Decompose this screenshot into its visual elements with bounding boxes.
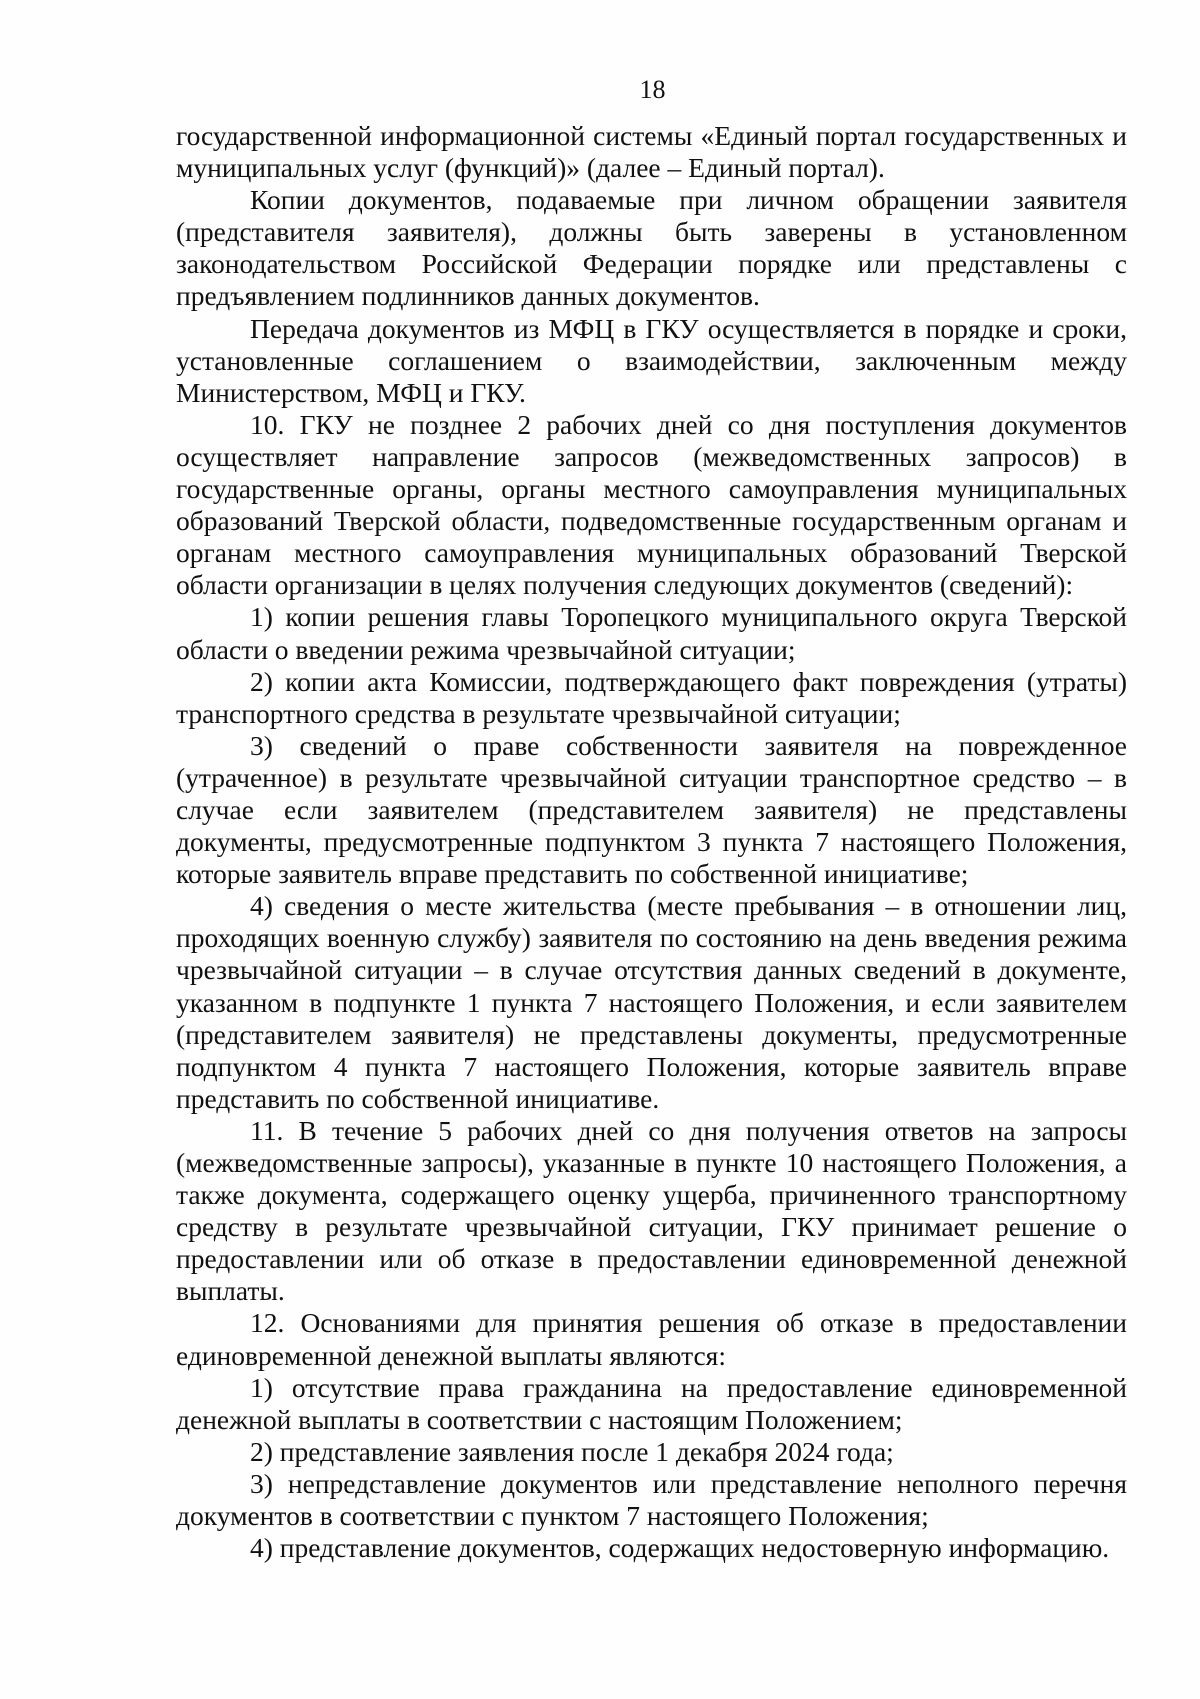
paragraph-item-10-sub-3: 3) сведений о праве собственности заявителя на поврежденное (утраченное) в результате чрезвычайной ситуации транспортное средство – в случае если заявителем (представителем заявителя) не представлены документы, предусмотренные подпунктом 3 пункта 7 настоящего Положения, которые заявитель вправе представить по собственной инициативе; — [176, 729, 1127, 890]
paragraph-document-transfer: Передача документов из МФЦ в ГКУ осуществляется в порядке и сроки, установленные соглашением о взаимодействии, заключенным между Министерством, МФЦ и ГКУ. — [176, 312, 1127, 408]
page-number: 18 — [639, 75, 666, 104]
paragraph-item-12-sub-3: 3) непредставление документов или представление неполного перечня документов в соответствии с пунктом 7 настоящего Положения; — [176, 1467, 1127, 1532]
paragraph-item-12-sub-1: 1) отсутствие права гражданина на предоставление единовременной денежной выплаты в соответствии с настоящим Положением; — [176, 1371, 1127, 1435]
paragraph-item-10: 10. ГКУ не позднее 2 рабочих дней со дня поступления документов осуществляет направление запросов (межведомственных запросов) в государственные органы, органы местного самоуправления муниципальных образований Тверской области, подведомственные государственным органам и органам местного самоуправления муниципальных образований Тверской области организации в целях получения следующих документов (сведений): — [176, 408, 1127, 601]
paragraph-item-12: 12. Основаниями для принятия решения об отказе в предоставлении единовременной денежной выплаты являются: — [176, 1307, 1127, 1371]
paragraph-item-10-sub-2: 2) копии акта Комиссии, подтверждающего факт повреждения (утраты) транспортного средства в результате чрезвычайной ситуации; — [176, 665, 1127, 729]
paragraph-item-10-sub-4: 4) сведения о месте жительства (месте пребывания – в отношении лиц, проходящих военную службу) заявителя по состоянию на день введения режима чрезвычайной ситуации – в случае отсутствия данных сведений в документе, указанном в подпункте 1 пункта 7 настоящего Положения, и если заявителем (представителем заявителя) не представлены документы, предусмотренные подпунктом 4 пункта 7 настоящего Положения, которые заявитель вправе представить по собственной инициативе. — [176, 890, 1127, 1114]
paragraph-document-copies: Копии документов, подаваемые при личном обращении заявителя (представителя заявителя), должны быть заверены в установленном законодательством Российской Федерации порядке или представлены с предъявлением подлинников данных документов. — [176, 184, 1127, 312]
paragraph-portal-definition: государственной информационной системы «Единый портал государственных и муниципальных услуг (функций)» (далее – Единый портал). — [176, 120, 1127, 184]
paragraph-item-10-sub-1: 1) копии решения главы Торопецкого муниципального округа Тверской области о введении режима чрезвычайной ситуации; — [176, 601, 1127, 665]
paragraph-item-12-sub-2: 2) представление заявления после 1 декабря 2024 года; — [250, 1435, 894, 1467]
document-body — [176, 120, 1127, 1564]
paragraph-item-11: 11. В течение 5 рабочих дней со дня получения ответов на запросы (межведомственные запросы), указанные в пункте 10 настоящего Положения, а также документа, содержащего оценку ущерба, причиненного транспортному средству в результате чрезвычайной ситуации, ГКУ принимает решение о предоставлении или об отказе в предоставлении единовременной денежной выплаты. — [176, 1114, 1127, 1307]
paragraph-item-12-sub-4: 4) представление документов, содержащих недостоверную информацию. — [250, 1532, 1110, 1564]
